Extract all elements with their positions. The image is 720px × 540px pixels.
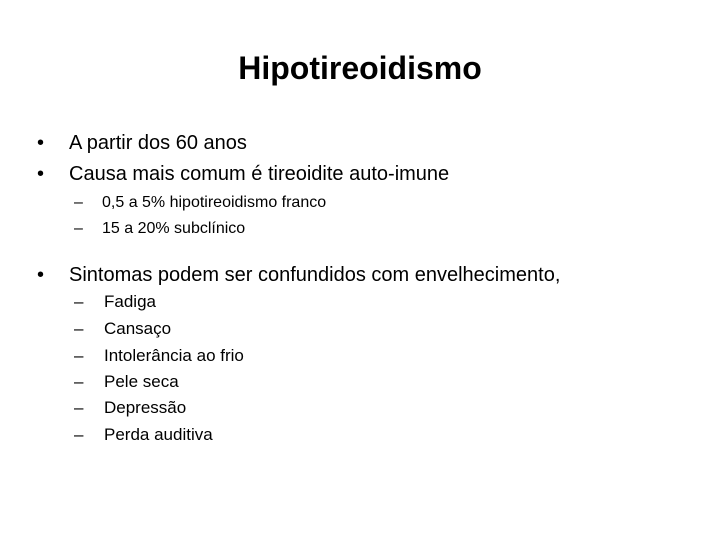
bullet-item (37, 262, 560, 288)
dash-marker: – (74, 220, 83, 237)
sub-item (74, 423, 213, 447)
dash-marker: – (74, 292, 84, 311)
sub-text: Fadiga (104, 292, 156, 311)
sub-text: Cansaço (104, 319, 172, 338)
bullet-text: Causa mais comum é tireoidite auto-imune (69, 163, 450, 185)
sub-text: Intolerância ao frio (104, 346, 244, 365)
bullet-item (37, 161, 449, 187)
sub-text: Perda auditiva (104, 425, 213, 444)
sub-item (74, 290, 156, 314)
sub-text: Depressão (104, 398, 187, 417)
dash-marker: – (74, 398, 84, 417)
bullet-marker: • (37, 132, 45, 154)
slide-title: Hipotireoidismo (238, 50, 482, 86)
sub-item (74, 317, 171, 341)
bullet-item (37, 130, 247, 156)
bullet-text: Sintomas podem ser confundidos com envelhecimento, (69, 264, 561, 286)
dash-marker: – (74, 372, 84, 391)
dash-marker: – (74, 425, 84, 444)
sub-text: 15 a 20% subclínico (102, 220, 246, 237)
sub-text: 0,5 a 5% hipotireoidismo franco (102, 194, 327, 211)
sub-text: Pele seca (104, 372, 179, 391)
dash-marker: – (74, 194, 83, 211)
sub-item (74, 370, 179, 394)
bullet-marker: • (37, 264, 45, 286)
sub-item (74, 344, 244, 368)
bullet-marker: • (37, 163, 45, 185)
dash-marker: – (74, 346, 84, 365)
dash-marker: – (74, 319, 84, 338)
sub-item (74, 396, 186, 420)
bullet-text: A partir dos 60 anos (69, 132, 247, 154)
sub-item (74, 218, 245, 240)
sub-item (74, 192, 326, 214)
